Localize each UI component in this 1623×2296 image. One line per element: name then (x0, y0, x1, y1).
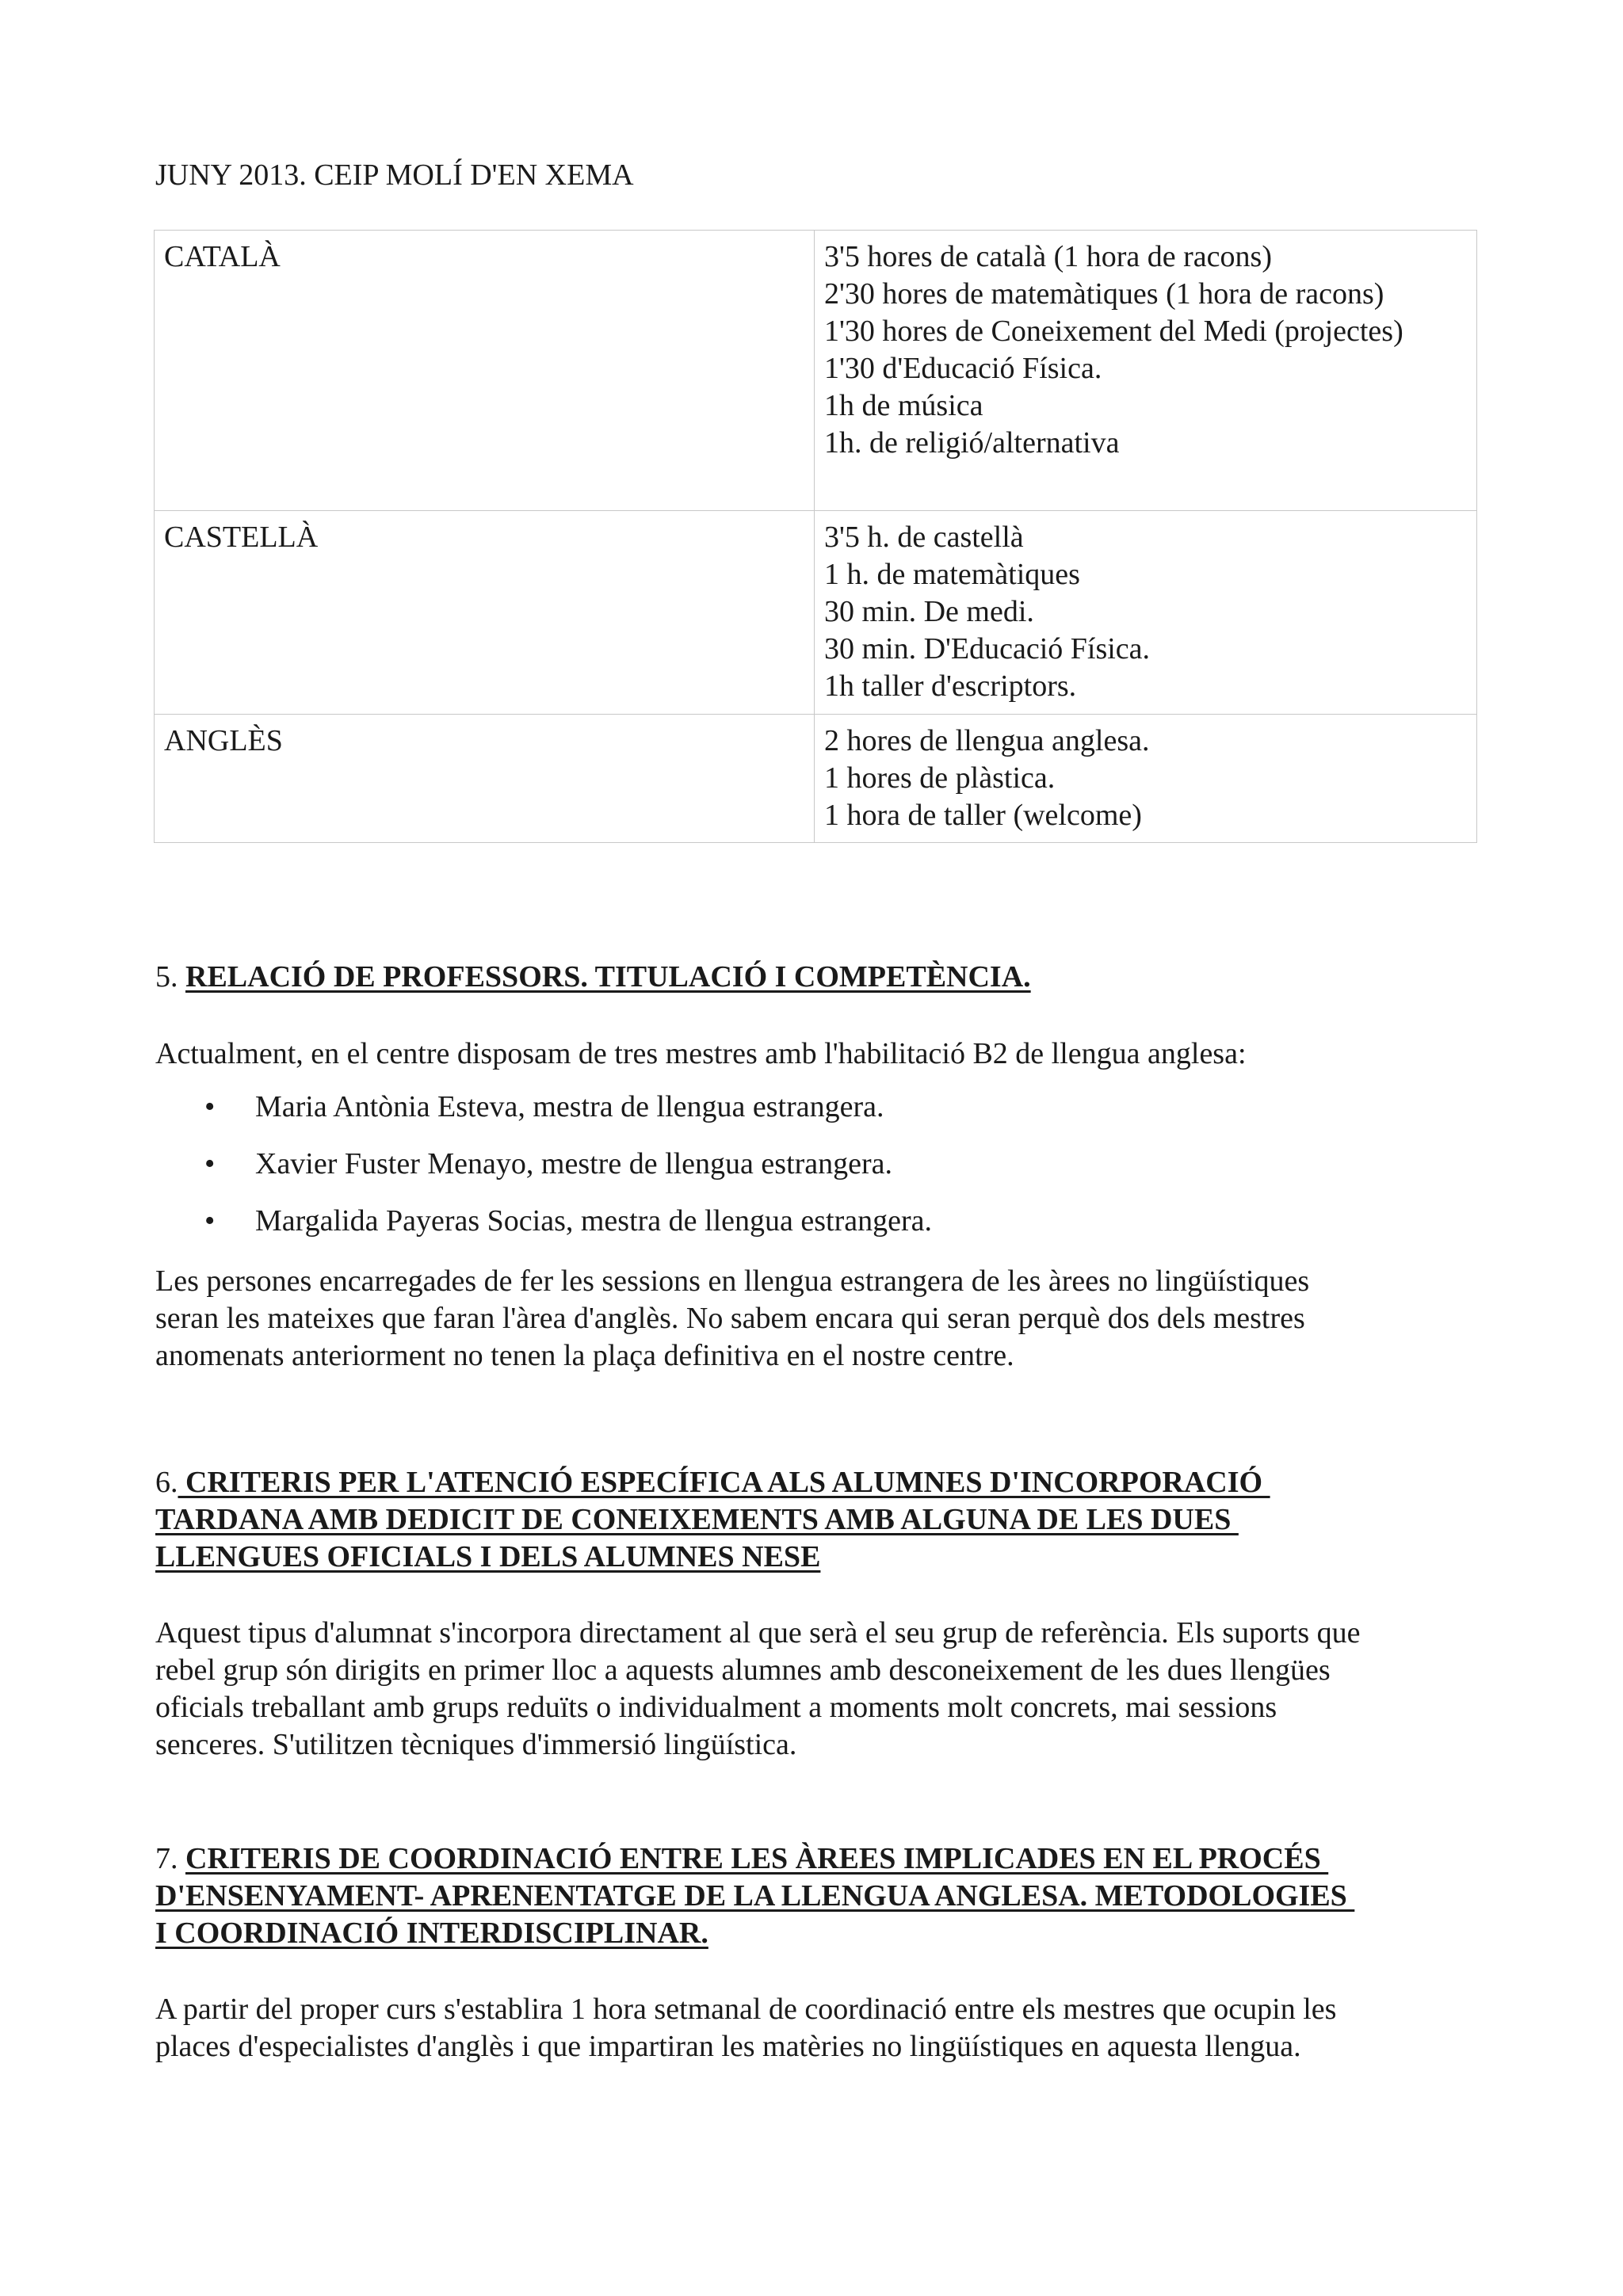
paragraph-line: A partir del proper curs s'establira 1 hora setmanal de coordinació entre els mestres que ocupin les (155, 1993, 1337, 2026)
hours-line: 1h. de religió/alternativa (824, 426, 1120, 460)
teacher-entry: Xavier Fuster Menayo, mestre de llengua estrangera. (255, 1147, 893, 1180)
subject-cell (155, 231, 815, 511)
section-5-paragraph (155, 1263, 1503, 1375)
section-5-intro: Actualment, en el centre disposam de tres mestres amb l'habilitació B2 de llengua anglesa: (155, 1037, 1247, 1070)
hours-table (154, 230, 1477, 843)
paragraph-line: senceres. S'utilitzen tècniques d'immersió lingüística. (155, 1728, 797, 1761)
subject-cell (155, 715, 815, 843)
hours-line: 2'30 hores de matemàtiques (1 hora de racons) (824, 277, 1384, 311)
section-title-line: CRITERIS DE COORDINACIÓ ENTRE LES ÀREES IMPLICADES EN EL PROCÉS (185, 1842, 1329, 1875)
paragraph-line: Les persones encarregades de fer les sessions en llengua estrangera de les àrees no lingüístiques (155, 1264, 1310, 1298)
hours-line: 1 hores de plàstica. (824, 761, 1056, 795)
subject-label: CATALÀ (164, 240, 281, 273)
section-title-line: TARDANA AMB DEDICIT DE CONEIXEMENTS AMB ALGUNA DE LES DUES (155, 1503, 1239, 1536)
paragraph-line: places d'especialistes d'anglès i que impartiran les matèries no lingüístiques en aquesta llengua. (155, 2030, 1301, 2063)
hours-line: 30 min. De medi. (824, 595, 1034, 628)
section-number: 7. (155, 1842, 185, 1875)
bullet-icon: • (204, 1090, 216, 1123)
document-header: JUNY 2013. CEIP MOLÍ D'EN XEMA (155, 158, 634, 192)
table-row-castella (155, 511, 1477, 715)
section-number: 5. (155, 960, 185, 994)
hours-line: 1 hora de taller (welcome) (824, 799, 1142, 832)
paragraph-line: oficials treballant amb grups reduïts o individualment a moments molt concrets, mai sessions (155, 1691, 1277, 1724)
table-row-angles (155, 715, 1477, 843)
hours-cell (815, 715, 1477, 843)
paragraph-line: Aquest tipus d'alumnat s'incorpora directament al que serà el seu grup de referència. Els suports que (155, 1616, 1361, 1650)
subject-label: CASTELLÀ (164, 521, 319, 554)
subject-cell (155, 511, 815, 715)
table-row-catala (155, 231, 1477, 511)
section-title-line: LLENGUES OFICIALS I DELS ALUMNES NESE (155, 1540, 821, 1573)
hours-line: 1'30 hores de Coneixement del Medi (projectes) (824, 315, 1403, 348)
paragraph-line: seran les mateixes que faran l'àrea d'anglès. No sabem encara qui seran perquè dos dels mestres (155, 1302, 1305, 1335)
section-5-heading (155, 959, 1031, 996)
paragraph-line: rebel grup són dirigits en primer lloc a aquests alumnes amb desconeixement de les dues llengües (155, 1653, 1331, 1687)
section-number: 6. (155, 1466, 178, 1499)
hours-line: 3'5 hores de català (1 hora de racons) (824, 240, 1272, 273)
hours-cell (815, 511, 1477, 715)
subject-label: ANGLÈS (164, 724, 283, 757)
teacher-entry: Maria Antònia Esteva, mestra de llengua estrangera. (255, 1090, 884, 1123)
hours-line: 1h de música (824, 389, 983, 422)
section-title-line: D'ENSENYAMENT- APRENENTATGE DE LA LLENGUA ANGLESA. METODOLOGIES (155, 1879, 1355, 1913)
section-6-heading (155, 1464, 1270, 1576)
section-6-paragraph (155, 1615, 1503, 1764)
hours-line: 1 h. de matemàtiques (824, 558, 1080, 591)
hours-line: 30 min. D'Educació Física. (824, 632, 1151, 666)
hours-line: 1h taller d'escriptors. (824, 669, 1077, 703)
bullet-icon: • (204, 1204, 216, 1238)
section-7-paragraph (155, 1991, 1503, 2065)
hours-line: 2 hores de llengua anglesa. (824, 724, 1150, 757)
section-title-line: CRITERIS PER L'ATENCIÓ ESPECÍFICA ALS ALUMNES D'INCORPORACIÓ (178, 1466, 1270, 1499)
section-7-heading (155, 1840, 1354, 1952)
bullet-icon: • (204, 1147, 216, 1180)
section-title: RELACIÓ DE PROFESSORS. TITULACIÓ I COMPETÈNCIA. (185, 960, 1031, 994)
paragraph-line: anomenats anteriorment no tenen la plaça definitiva en el nostre centre. (155, 1339, 1014, 1372)
section-title-line: I COORDINACIÓ INTERDISCIPLINAR. (155, 1917, 708, 1950)
hours-cell (815, 231, 1477, 511)
hours-line: 1'30 d'Educació Física. (824, 352, 1102, 385)
hours-line: 3'5 h. de castellà (824, 521, 1024, 554)
teacher-entry: Margalida Payeras Socias, mestra de llengua estrangera. (255, 1204, 932, 1238)
